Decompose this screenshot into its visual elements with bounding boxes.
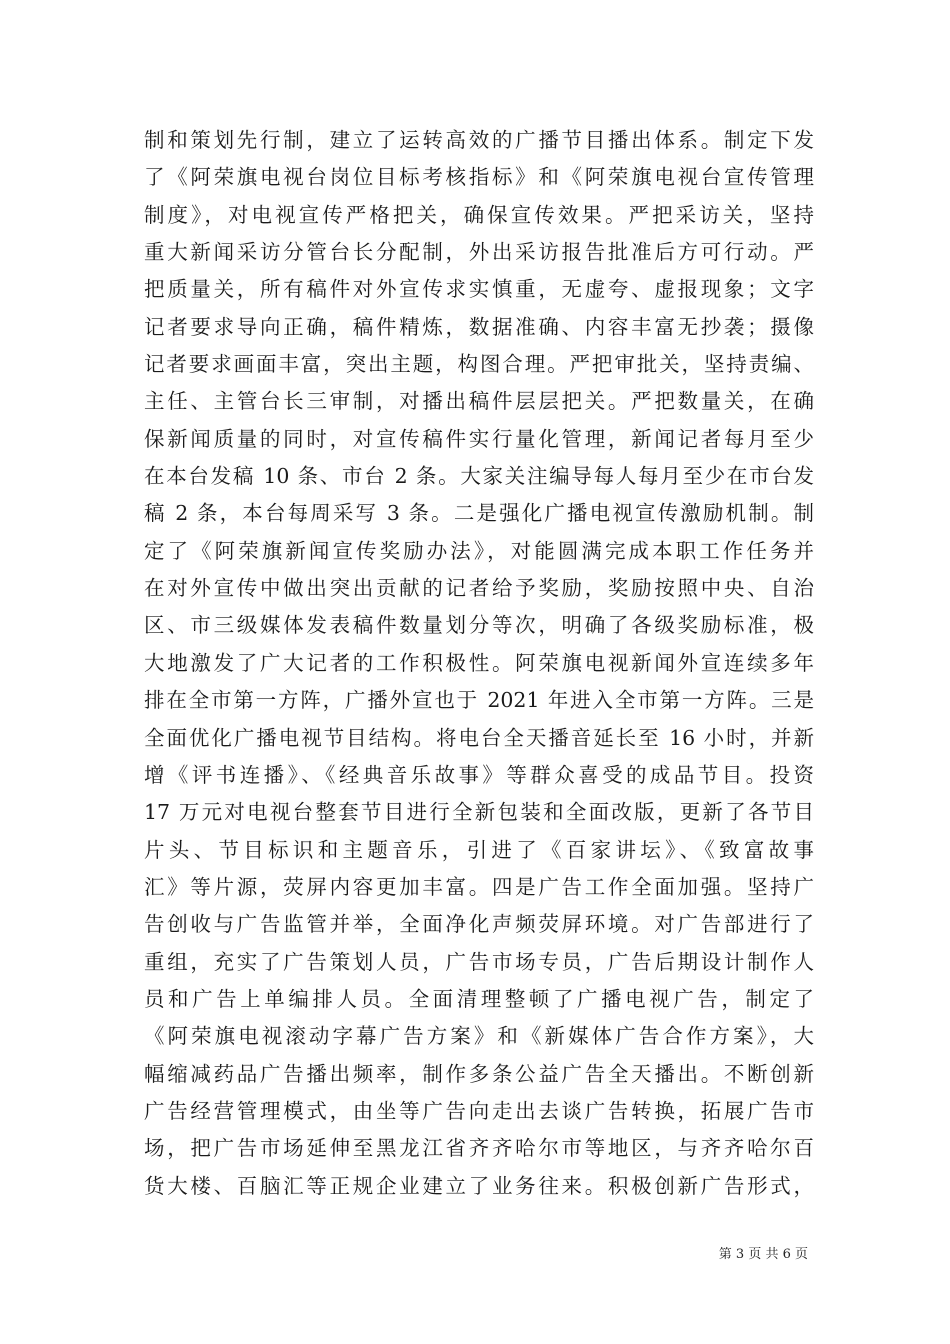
text-line-15: 大地激发了广大记者的工作积极性。阿荣旗电视新闻外宣连续多年	[144, 650, 814, 675]
text-line-7: 记者要求画面丰富，突出主题，构图合理。严把审批关，坚持责编、	[144, 352, 814, 377]
page-number-footer: 第 3 页 共 6 页	[718, 1247, 808, 1262]
text-line-12: 定了《阿荣旗新闻宣传奖励办法》，对能圆满完成本职工作任务并	[144, 538, 814, 563]
text-line-25: 《阿荣旗电视滚动字幕广告方案》和《新媒体广告合作方案》，大	[144, 1024, 814, 1049]
body-text	[144, 122, 814, 1205]
text-line-27: 广告经营管理模式，由坐等广告向走出去谈广告转换，拓展广告市	[144, 1098, 814, 1123]
text-line-1: 制和策划先行制，建立了运转高效的广播节目播出体系。制定下发	[144, 128, 814, 152]
text-line-10: 在本台发稿 10 条、市台 2 条。大家关注编导每人每月至少在市台发	[144, 464, 814, 489]
text-line-21: 汇》等片源，荧屏内容更加丰富。四是广告工作全面加强。坚持广	[144, 874, 814, 899]
text-line-23: 重组，充实了广告策划人员，广告市场专员，广告后期设计制作人	[144, 949, 814, 974]
text-line-28: 场，把广告市场延伸至黑龙江省齐齐哈尔市等地区，与齐齐哈尔百	[144, 1136, 814, 1161]
text-line-2: 了《阿荣旗电视台岗位目标考核指标》和《阿荣旗电视台宣传管理	[144, 165, 814, 190]
text-line-13: 在对外宣传中做出突出贡献的记者给予奖励，奖励按照中央、自治	[144, 576, 814, 601]
text-line-6: 记者要求导向正确，稿件精炼，数据准确、内容丰富无抄袭；摄像	[144, 314, 814, 339]
text-line-17: 全面优化广播电视节目结构。将电台全天播音延长至 16 小时，并新	[144, 725, 814, 750]
text-line-26: 幅缩减药品广告播出频率，制作多条公益广告全天播出。不断创新	[144, 1061, 814, 1086]
text-line-20: 片头、节目标识和主题音乐，引进了《百家讲坛》、《致富故事	[144, 837, 814, 862]
text-line-11: 稿 2 条，本台每周采写 3 条。二是强化广播电视宣传激励机制。制	[144, 501, 814, 526]
text-line-22: 告创收与广告监管并举，全面净化声频荧屏环境。对广告部进行了	[144, 912, 814, 937]
text-line-24: 员和广告上单编排人员。全面清理整顿了广播电视广告，制定了	[144, 986, 814, 1011]
text-line-29: 货大楼、百脑汇等正规企业建立了业务往来。积极创新广告形式，	[144, 1173, 814, 1198]
text-line-19: 17 万元对电视台整套节目进行全新包装和全面改版，更新了各节目	[144, 800, 814, 825]
text-line-18: 增《评书连播》、《经典音乐故事》等群众喜受的成品节目。投资	[144, 762, 814, 787]
text-line-4: 重大新闻采访分管台长分配制，外出采访报告批准后方可行动。严	[144, 240, 814, 265]
text-line-9: 保新闻质量的同时，对宣传稿件实行量化管理，新闻记者每月至少	[144, 426, 814, 451]
text-line-5: 把质量关，所有稿件对外宣传求实慎重，无虚夸、虚报现象；文字	[144, 277, 814, 302]
text-line-3: 制度》，对电视宣传严格把关，确保宣传效果。严把采访关，坚持	[144, 202, 814, 227]
text-line-8: 主任、主管台长三审制，对播出稿件层层把关。严把数量关，在确	[144, 389, 814, 414]
text-line-14: 区、市三级媒体发表稿件数量划分等次，明确了各级奖励标准，极	[144, 613, 814, 638]
text-line-16: 排在全市第一方阵，广播外宣也于 2021 年进入全市第一方阵。三是	[144, 688, 814, 713]
